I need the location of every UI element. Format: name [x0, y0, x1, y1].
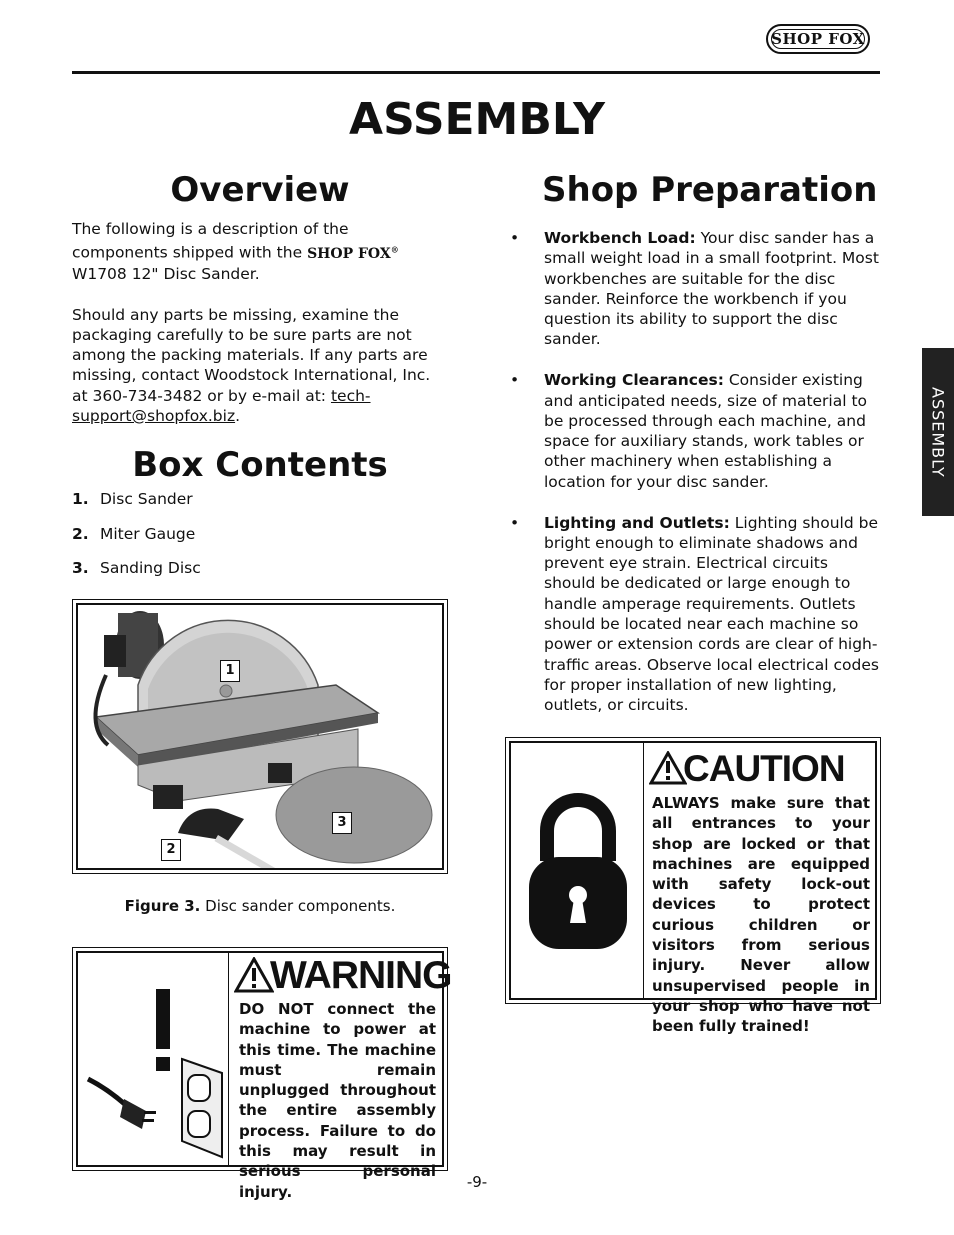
disc-sander-illustration [78, 605, 444, 870]
list-item: 3. Sanding Disc [72, 559, 201, 577]
box-contents-list [72, 490, 201, 594]
warning-triangle-icon [234, 957, 274, 993]
list-item: 2. Miter Gauge [72, 524, 196, 543]
caution-triangle-icon [649, 751, 687, 785]
warning-box [72, 947, 452, 1201]
components-figure [72, 599, 448, 874]
caution-text: ALWAYS make sure that all entrances to your shop are locked or that machines are equipped with safety lock-out devices to protect curious children or visitors from serious injury. Never allow unsupervised people in your shop who have not been fully trained! [652, 794, 870, 1036]
page-title: ASSEMBLY [349, 94, 605, 145]
warning-title: WARNING [270, 954, 452, 997]
list-item: • Lighting and Outlets: Lighting should be bright enough to eliminate shadows and prevent eye strain. Electrical circuits should be dedicated or large enough to handle amperage requirements. Outlets should be located near each machine so power or extension cords are clear of high-traffic areas. Observe local electrical codes for proper installation of new lighting, outlets, or circuits. [510, 513, 879, 715]
support-email-link[interactable]: tech-support@shopfox.biz [72, 386, 371, 426]
callout-3: 3 [332, 812, 352, 834]
shop-preparation-heading: Shop Preparation [542, 170, 878, 210]
shop-preparation-list [510, 228, 880, 736]
caution-title: CAUTION [683, 748, 845, 789]
overview-paragraph-1: The following is a description of the components shipped with the SHOP FOX® W1708 12" Disc Sander. [72, 220, 399, 284]
warning-text: DO NOT connect the machine to power at this time. The machine must remain unplugged throughout the entire assembly process. Failure to do this may result in serious personal injury. [239, 1000, 436, 1201]
box-contents-heading: Box Contents [132, 445, 388, 485]
callout-2: 2 [161, 839, 181, 861]
list-item: 1. Disc Sander [72, 490, 193, 508]
padlock-icon [525, 791, 631, 951]
overview-heading: Overview [170, 170, 350, 210]
header-rule [72, 71, 880, 74]
page-number: -9- [466, 1173, 488, 1191]
caution-box [505, 737, 881, 1036]
section-side-tab: ASSEMBLY [922, 348, 954, 516]
list-item: • Workbench Load: Your disc sander has a small weight load in a small footprint. Most workbenches are suitable for the disc sander. Reinforce the workbench if you question its ability to support the disc sander. [510, 229, 879, 349]
figure-caption: Figure 3. Disc sander components. [124, 897, 396, 915]
shop-fox-logo: SHOP FOX [766, 24, 870, 54]
callout-1: 1 [220, 660, 240, 682]
overview-paragraph-2: Should any parts be missing, examine the packaging carefully to be sure parts are not among the packing materials. If any parts are missing, contact Woodstock International, Inc. at 360-734-3482 or by e-mail at: tech-support@shopfox.biz. [72, 305, 431, 426]
overview-text [72, 219, 442, 446]
list-item: • Working Clearances: Consider existing and anticipated needs, size of material to be processed through each machine, and space for auxiliary stands, work tables or other machinery when establishing a location for your disc sander. [510, 371, 868, 491]
brand-name: SHOP FOX® [307, 244, 399, 262]
unplugged-outlet-icon [84, 979, 224, 1169]
